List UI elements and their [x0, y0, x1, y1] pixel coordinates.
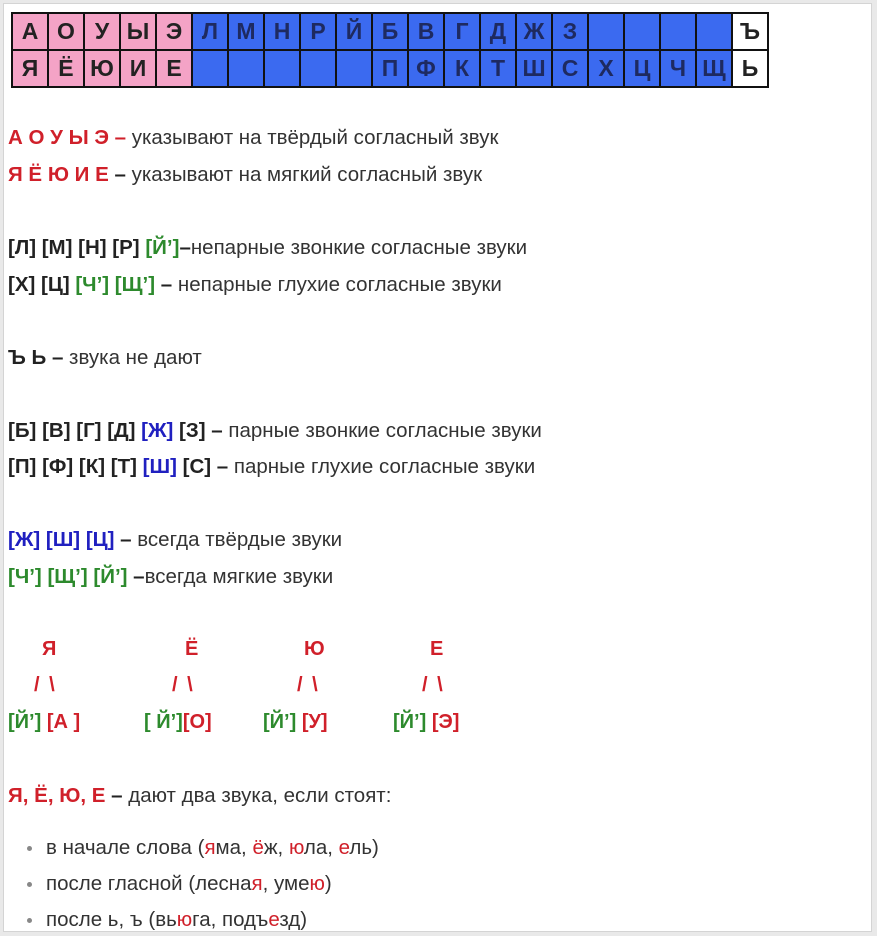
- always-hard-letters: [Ж] [Ш] [Ц]: [8, 528, 115, 551]
- letter-cell: Ф: [408, 50, 444, 87]
- iotated-branch-ya: / \: [34, 674, 57, 696]
- letter-cell: Г: [444, 13, 480, 50]
- letter-cell: Ё: [48, 50, 84, 87]
- letter-cell: Щ: [696, 50, 732, 87]
- unpaired-voiced-j: [Й’]: [145, 236, 180, 259]
- case-text: ль): [349, 836, 379, 859]
- letter-cell: [588, 13, 624, 50]
- case-text: после гласной (лесна: [46, 872, 252, 895]
- letters-table: [11, 12, 769, 88]
- letter-cell: К: [444, 50, 480, 87]
- hard-vowels-line: [8, 126, 498, 150]
- letter-cell: [696, 13, 732, 50]
- paired-voiceless-letters: [П] [Ф] [К] [Т]: [8, 455, 143, 478]
- paired-voiceless-sh: [Ш]: [142, 455, 177, 478]
- letter-cell: Ю: [84, 50, 120, 87]
- unpaired-voiced-dash: –: [179, 236, 191, 259]
- paired-voiced-z: [З] –: [173, 419, 223, 442]
- iotated-sounds-yu: [263, 711, 328, 734]
- letter-cell: Х: [588, 50, 624, 87]
- soft-vowels-letters: Я Ё Ю И Е: [8, 163, 109, 186]
- letter-cell: О: [48, 13, 84, 50]
- case-text: зд): [279, 908, 308, 931]
- paired-voiceless-text: парные глухие согласные звуки: [228, 455, 536, 478]
- two-sounds-line: [8, 784, 391, 808]
- always-soft-dash: –: [127, 565, 145, 588]
- letter-cell: Э: [156, 13, 192, 50]
- case-text: ж,: [263, 836, 289, 859]
- always-soft-text: всегда мягкие звуки: [144, 565, 334, 588]
- letter-cell: [300, 50, 336, 87]
- paired-voiced-line: [8, 419, 542, 443]
- iotated-branch-yo: / \: [172, 674, 195, 696]
- iotated-sounds-ye: [393, 711, 459, 734]
- letter-cell: В: [408, 13, 444, 50]
- iotated-j-yo: [ Й’]: [144, 711, 183, 733]
- case-text: ма,: [215, 836, 253, 859]
- letter-cell: [336, 50, 372, 87]
- letter-cell: М: [228, 13, 264, 50]
- letter-cell: Ч: [660, 50, 696, 87]
- case-text: ла,: [303, 836, 339, 859]
- case-list-item: [46, 902, 379, 932]
- unpaired-voiceless-text: непарные глухие согласные звуки: [172, 273, 502, 296]
- letter-cell: Р: [300, 13, 336, 50]
- iotated-vowel-yo: [О]: [182, 711, 212, 733]
- highlighted-letter: ю: [288, 836, 304, 859]
- letter-cell: Е: [156, 50, 192, 87]
- paired-voiced-zh: [Ж]: [141, 419, 174, 442]
- iotated-letter-yo: Ё: [185, 638, 199, 660]
- letter-cell: Ц: [624, 50, 660, 87]
- iotated-branch-yu: / \: [297, 674, 320, 696]
- letter-cell: С: [552, 50, 588, 87]
- letter-cell: Н: [264, 13, 300, 50]
- letter-cell: П: [372, 50, 408, 87]
- letter-cell: [624, 13, 660, 50]
- letter-cell: [192, 50, 228, 87]
- case-list-item: [46, 866, 379, 902]
- signs-text: звука не дают: [63, 346, 202, 369]
- paired-voiceless-line: [8, 455, 535, 479]
- always-soft-letters: [Ч’] [Щ’] [Й’]: [8, 565, 128, 588]
- always-soft-line: [8, 565, 333, 589]
- highlighted-letter: ё: [252, 836, 264, 859]
- iotated-vowel-yu: [У]: [296, 711, 328, 733]
- letter-cell: Ь: [732, 50, 768, 87]
- highlighted-letter: е: [268, 908, 280, 931]
- hard-vowels-text: указывают на твёрдый согласный звук: [126, 126, 499, 149]
- iotated-letter-yu: Ю: [304, 638, 325, 660]
- unpaired-voiced-text: непарные звонкие согласные звуки: [190, 236, 528, 259]
- iotated-sounds-yo: [144, 711, 212, 734]
- unpaired-voiceless-dash: –: [155, 273, 173, 296]
- unpaired-voiced-line: [8, 236, 527, 260]
- iotated-letter-ya: Я: [42, 638, 57, 660]
- hard-vowels-letters: А О У Ы Э –: [8, 126, 127, 149]
- unpaired-voiceless-letters: [Х] [Ц]: [8, 273, 76, 296]
- iotated-letter-ye: Е: [430, 638, 444, 660]
- case-text: в начале слова (: [46, 836, 205, 859]
- highlighted-letter: ю: [309, 872, 325, 895]
- case-text: после ь, ъ (вь: [46, 908, 177, 931]
- page: [3, 3, 872, 932]
- two-sounds-dash: –: [105, 784, 123, 807]
- two-sounds-letters: Я, Ё, Ю, Е: [8, 784, 106, 807]
- letter-cell: [660, 13, 696, 50]
- letter-cell: [264, 50, 300, 87]
- two-sounds-cases-list: [4, 830, 379, 932]
- highlighted-letter: ю: [176, 908, 193, 931]
- letters-row-2: [12, 50, 768, 87]
- signs-letters: Ъ Ь –: [8, 346, 64, 369]
- letter-cell: Ш: [516, 50, 552, 87]
- iotated-j-ya: [Й’]: [8, 711, 42, 733]
- highlighted-letter: я: [204, 836, 216, 859]
- letter-cell: [228, 50, 264, 87]
- letter-cell: Ж: [516, 13, 552, 50]
- case-list-item: [46, 830, 379, 866]
- letters-row-1: [12, 13, 768, 50]
- letter-cell: Ы: [120, 13, 156, 50]
- letter-cell: Б: [372, 13, 408, 50]
- soft-vowels-text: указывают на мягкий согласный звук: [125, 163, 483, 186]
- case-text: ): [324, 872, 332, 895]
- soft-vowels-line: [8, 163, 482, 187]
- letter-cell: У: [84, 13, 120, 50]
- letter-cell: И: [120, 50, 156, 87]
- letter-cell: Й: [336, 13, 372, 50]
- case-text: , уме: [262, 872, 310, 895]
- signs-line: [8, 346, 202, 370]
- iotated-branch-ye: / \: [422, 674, 445, 696]
- paired-voiceless-s: [С] –: [176, 455, 229, 478]
- letter-cell: Т: [480, 50, 516, 87]
- iotated-j-ye: [Й’]: [393, 711, 427, 733]
- iotated-vowel-ye: [Э]: [426, 711, 460, 733]
- letter-cell: З: [552, 13, 588, 50]
- iotated-j-yu: [Й’]: [263, 711, 297, 733]
- two-sounds-text: дают два звука, если стоят:: [122, 784, 392, 807]
- paired-voiced-letters: [Б] [В] [Г] [Д]: [8, 419, 142, 442]
- letter-cell: Л: [192, 13, 228, 50]
- always-hard-dash: –: [114, 528, 132, 551]
- soft-vowels-dash: –: [108, 163, 126, 186]
- case-text: га, подъ: [192, 908, 269, 931]
- unpaired-voiceless-line: [8, 273, 502, 297]
- always-hard-text: всегда твёрдые звуки: [131, 528, 343, 551]
- paired-voiced-text: парные звонкие согласные звуки: [222, 419, 542, 442]
- letter-cell: Д: [480, 13, 516, 50]
- highlighted-letter: е: [338, 836, 350, 859]
- letter-cell: Я: [12, 50, 48, 87]
- unpaired-voiced-letters: [Л] [М] [Н] [Р]: [8, 236, 146, 259]
- iotated-sounds-ya: [8, 711, 80, 734]
- letter-cell: Ъ: [732, 13, 768, 50]
- letter-cell: А: [12, 13, 48, 50]
- iotated-vowel-ya: [А ]: [41, 711, 81, 733]
- unpaired-voiceless-soft: [Ч’] [Щ’]: [75, 273, 156, 296]
- highlighted-letter: я: [251, 872, 263, 895]
- always-hard-line: [8, 528, 342, 552]
